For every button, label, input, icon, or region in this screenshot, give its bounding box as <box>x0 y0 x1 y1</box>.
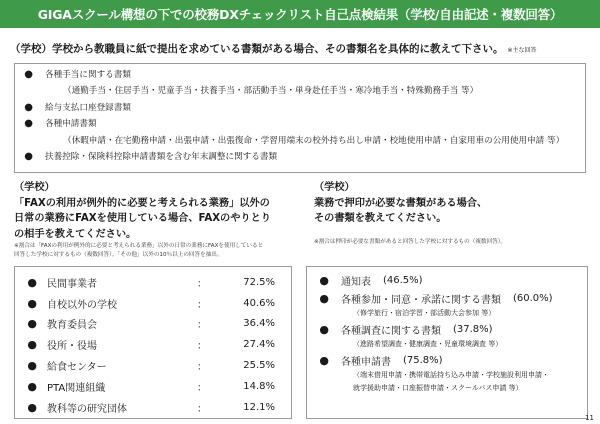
list-item <box>15 272 291 293</box>
list-item <box>15 314 291 335</box>
bullet-icon: ● <box>24 69 33 80</box>
note-line: ※割合は「FAXの利用が例外的に必要と考えられる業務」以外の日常の業務にFAXを使用していると <box>14 243 264 249</box>
list-item-text: 扶養控除・保険料控除申請書類を含む年末調整に関する書類 <box>45 151 278 162</box>
list-item-detail: （端末借用申請・携帯電話持ち込み申請・学校施設利用申請・ <box>353 371 549 379</box>
bullet-icon: ● <box>319 291 329 305</box>
item-percentage: 36.4% <box>243 318 275 330</box>
bullet-icon: ● <box>24 101 33 113</box>
list-item <box>15 68 585 84</box>
item-percentage: 27.4% <box>243 339 275 351</box>
list-item-detail <box>15 134 585 150</box>
page-title-bar <box>0 0 600 28</box>
item-label: 教育委員会 <box>47 320 97 332</box>
question-1 <box>10 41 590 56</box>
page-number: 11 <box>585 414 594 422</box>
item-label: 民間事業者 <box>47 278 97 290</box>
item-colon: ： <box>197 341 207 353</box>
bullet-icon: ● <box>27 379 37 393</box>
question-3-tag: （学校） <box>314 182 355 193</box>
list-item <box>15 397 291 418</box>
bullet-icon: ● <box>24 150 33 162</box>
list-item-text: （休暇申請・在宅勤務申請・出張申請・出張復命・学習用端末の校外持ち出し申請・校地使用申請・自家用車の公用使用申請 等） <box>63 135 565 146</box>
list-item <box>15 101 585 117</box>
item-percentage: (60.0%) <box>513 292 553 304</box>
question-2-tag: （学校） <box>14 182 55 193</box>
item-label: 各種申請書 <box>341 356 391 368</box>
question-2-line: 日常の業務にFAXを使用している場合、FAXのやりとり <box>14 213 271 224</box>
item-colon: ： <box>197 382 207 394</box>
bullet-icon: ● <box>27 317 37 331</box>
note-line: 回答した学校に対するもの（複数回答）。「その他」以外の10％以上の回答を抽出。 <box>14 252 223 258</box>
list-item <box>307 320 587 338</box>
item-percentage: 40.6% <box>243 297 275 309</box>
list-item <box>307 271 587 289</box>
item-percentage: 12.1% <box>243 401 275 413</box>
list-item <box>15 355 291 376</box>
item-percentage: (46.5%) <box>383 274 423 286</box>
question-3-note: ※割合は押印が必要な書類があると回答した学校に対するもの（複数回答）。 <box>314 239 507 245</box>
question-2-line: の相手を教えてください。 <box>14 228 137 240</box>
answer-box-1 <box>14 63 586 173</box>
item-label: 教科等の研究団体 <box>47 403 127 415</box>
item-percentage: (75.8%) <box>403 354 443 366</box>
list-item <box>15 117 585 133</box>
list-item-text: （通勤手当・住居手当・児童手当・扶養手当・部活動手当・単身赴任手当・寒冷地手当・特殊勤務手当 等） <box>63 86 479 97</box>
bullet-icon: ● <box>27 275 37 289</box>
item-percentage: (37.8%) <box>453 323 493 335</box>
list-item-detail: 就学援助申請・口座振替申請・スクールバス申請 等） <box>353 384 523 392</box>
list-item-text: 給与支払口座登録書類 <box>45 102 131 113</box>
item-label: 各種参加・同意・承諾に関する書類 <box>341 294 501 306</box>
list-item <box>15 376 291 397</box>
question-2-heading <box>14 180 271 242</box>
item-label: 給食センター <box>47 362 107 374</box>
question-3-heading <box>314 180 487 227</box>
item-colon: ： <box>197 403 207 415</box>
question-3-line: その書類を教えてください。 <box>314 213 447 224</box>
bullet-icon: ● <box>319 273 329 287</box>
list-item <box>15 293 291 314</box>
list-item-detail: （進路希望調査・健康調査・児童環境調査 等） <box>353 340 503 348</box>
list-item <box>15 150 585 166</box>
question-3-line: 業務で押印が必要な書類がある場合、 <box>314 197 488 209</box>
bullet-icon: ● <box>319 353 329 367</box>
item-percentage: 72.5% <box>243 276 275 288</box>
bullet-icon: ● <box>27 400 37 414</box>
bullet-icon: ● <box>27 296 37 310</box>
item-colon: ： <box>197 278 207 290</box>
item-label: 各種調査に関する書類 <box>341 325 441 337</box>
item-colon: ： <box>197 299 207 311</box>
item-colon: ： <box>197 320 207 332</box>
item-label: 役所・役場 <box>47 341 97 353</box>
list-item-text: 各種申請書類 <box>45 119 97 130</box>
question-1-note: ※主な回答 <box>507 47 537 54</box>
item-colon: ： <box>197 362 207 374</box>
item-label: PTA関連組織 <box>47 382 106 394</box>
item-percentage: 25.5% <box>243 360 275 372</box>
list-item-text: 各種手当に関する書類 <box>45 70 131 80</box>
page-title: GIGAスクール構想の下での校務DXチェックリスト自己点検結果（学校/自由記述・複数回答） <box>37 7 563 22</box>
answer-box-3 <box>306 266 588 419</box>
item-label: 自校以外の学校 <box>47 299 117 311</box>
list-item-detail <box>15 84 585 100</box>
item-percentage: 14.8% <box>243 380 275 392</box>
bullet-icon: ● <box>27 359 37 373</box>
list-item <box>15 334 291 355</box>
question-2-line: 「FAXの利用が例外的に必要と考えられる業務」以外の <box>14 197 270 209</box>
question-1-text: （学校）学校から教職員に紙で提出を求めている書類がある場合、その書類名を具体的に教えて下さい。 <box>10 43 504 55</box>
question-2-note <box>14 242 263 260</box>
list-item <box>307 351 587 369</box>
bullet-icon: ● <box>27 338 37 352</box>
bullet-icon: ● <box>319 322 329 336</box>
item-label: 通知表 <box>341 276 371 288</box>
list-item-detail: （修学旅行・宿泊学習・部活動大会参加 等） <box>353 309 496 317</box>
answer-box-2 <box>14 266 292 419</box>
list-item <box>307 289 587 307</box>
bullet-icon: ● <box>24 118 33 130</box>
